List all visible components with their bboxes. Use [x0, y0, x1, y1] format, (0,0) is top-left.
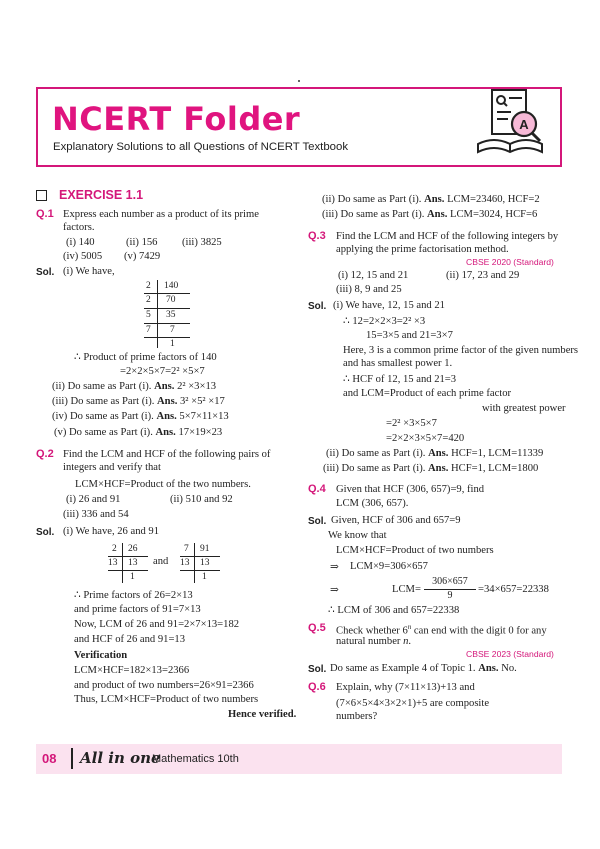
arrow-symbol: ⇒ — [330, 562, 339, 573]
question-text: applying the prime factorisation method. — [336, 244, 509, 255]
part-answer: (iii) Do same as Part (i). Ans. LCM=3024, HCF=6 — [322, 209, 538, 220]
brand-logo: All in one — [80, 749, 161, 767]
question-text: numbers? — [336, 711, 378, 722]
subject-label: Mathematics 10th — [152, 753, 239, 765]
option: (ii) 156 — [126, 237, 158, 248]
solution-text: Do same as Example 4 of Topic 1. Ans. No. — [330, 663, 517, 674]
solution-text: ∴ LCM of 306 and 657=22338 — [328, 605, 460, 616]
option: (i) 26 and 91 — [66, 494, 121, 505]
part-answer: (ii) Do same as Part (i). Ans. 2² ×3×13 — [52, 381, 217, 392]
exercise-checkbox — [36, 190, 47, 201]
solution-text: We know that — [328, 530, 387, 541]
question-text: Given that HCF (306, 657)=9, find — [336, 484, 485, 495]
option: (iii) 3825 — [182, 237, 222, 248]
page-subtitle: Explanatory Solutions to all Questions of NCERT Textbook — [53, 141, 349, 153]
solution-text: with greatest power — [482, 403, 566, 414]
solution-label: Sol. — [36, 527, 55, 538]
question-text: LCM×HCF=Product of the two numbers. — [75, 479, 251, 490]
dividend: 70 — [166, 295, 176, 305]
divisor: 7 — [146, 325, 151, 335]
part-answer: (iii) Do same as Part (i). Ans. 3² ×5² ×17 — [52, 396, 225, 407]
cbse-tag: CBSE 2023 (Standard) — [466, 649, 554, 659]
solution-text: and has smallest power 1. — [343, 358, 453, 369]
solution-label: Sol. — [36, 267, 55, 278]
option: (v) 7429 — [124, 251, 161, 262]
divisor: 2 — [146, 281, 151, 291]
option: (i) 140 — [66, 237, 95, 248]
option: (ii) 510 and 92 — [170, 494, 233, 505]
solution-text: =2×2×3×5×7=420 — [386, 433, 465, 444]
and-text: and — [153, 556, 169, 567]
footer-divider — [71, 748, 73, 769]
solution-text: =2² ×3×5×7 — [386, 418, 437, 429]
question-text: natural number n. — [336, 636, 412, 647]
option: (iv) 5005 — [63, 251, 103, 262]
solution-text: and prime factors of 91=7×13 — [74, 604, 201, 615]
page-dot — [298, 80, 300, 82]
divisor: 2 — [146, 295, 151, 305]
solution-text: =2×2×5×7=2² ×5×7 — [120, 366, 205, 377]
solution-text: and product of two numbers=26×91=2366 — [74, 680, 254, 691]
question-text: LCM (306, 657). — [336, 498, 409, 509]
solution-text: 15=3×5 and 21=3×7 — [366, 330, 453, 341]
solution-text: and HCF of 26 and 91=13 — [74, 634, 186, 645]
solution-label: Sol. — [308, 664, 327, 675]
option: (iii) 8, 9 and 25 — [336, 284, 402, 295]
question-number: Q.5 — [308, 622, 326, 634]
dividend: 140 — [164, 281, 179, 291]
page-title: NCERT Folder — [52, 100, 301, 138]
question-number: Q.6 — [308, 681, 326, 693]
question-text: (7×6×5×4×3×2×1)+5 are composite — [336, 698, 490, 709]
book-search-icon — [470, 86, 550, 166]
part-answer: (iv) Do same as Part (i). Ans. 5×7×11×13 — [52, 411, 229, 422]
solution-label: Sol. — [308, 516, 327, 527]
solution-text: (i) We have, 26 and 91 — [63, 526, 160, 537]
verified-text: Hence verified. — [228, 709, 297, 720]
option: (i) 12, 15 and 21 — [338, 270, 409, 281]
solution-text: and LCM=Product of each prime factor — [343, 388, 512, 399]
dividend: 7 — [170, 325, 175, 335]
dividend: 1 — [170, 339, 175, 349]
solution-text: Thus, LCM×HCF=Product of two numbers — [74, 694, 259, 705]
fraction-denominator: 9 — [447, 590, 453, 601]
page-number: 08 — [42, 751, 57, 766]
solution-text: Here, 3 is a common prime factor of the given numbers — [343, 345, 579, 356]
part-answer: (ii) Do same as Part (i). Ans. HCF=1, LCM=11339 — [326, 448, 544, 459]
solution-text: =34×657=22338 — [478, 584, 549, 595]
question-number: Q.1 — [36, 208, 54, 220]
solution-text: ∴ Prime factors of 26=2×13 — [74, 590, 193, 601]
question-number: Q.2 — [36, 448, 54, 460]
solution-text: ∴ 12=2×2×3=2² ×3 — [343, 316, 426, 327]
dividend: 35 — [166, 310, 176, 320]
divisor: 5 — [146, 310, 151, 320]
exercise-title: EXERCISE 1.1 — [59, 188, 144, 202]
solution-text: (i) We have, — [63, 266, 115, 277]
solution-text: LCM×HCF=182×13=2366 — [74, 665, 190, 676]
question-number: Q.3 — [308, 230, 326, 242]
question-text: factors. — [63, 222, 95, 233]
part-answer: (ii) Do same as Part (i). Ans. LCM=23460, HCF=2 — [322, 194, 540, 205]
part-answer: (iii) Do same as Part (i). Ans. HCF=1, LCM=1800 — [323, 463, 539, 474]
fraction-numerator: 306×657 — [432, 576, 468, 587]
verification-heading: Verification — [74, 650, 128, 661]
solution-text: ∴ Product of prime factors of 140 — [74, 352, 217, 363]
cbse-tag: CBSE 2020 (Standard) — [466, 257, 554, 267]
solution-text: LCM×HCF=Product of two numbers — [336, 545, 494, 556]
lcm-label: LCM= — [392, 584, 421, 595]
question-text: Explain, why (7×11×13)+13 and — [336, 682, 475, 693]
part-answer: (v) Do same as Part (i). Ans. 17×19×23 — [54, 427, 223, 438]
option: (iii) 336 and 54 — [63, 509, 129, 520]
arrow-symbol: ⇒ — [330, 585, 339, 596]
question-text: Express each number as a product of its prime — [63, 209, 259, 220]
question-text: Find the LCM and HCF of the following integers by — [336, 231, 559, 242]
solution-text: ∴ HCF of 12, 15 and 21=3 — [343, 374, 457, 385]
solution-text: Given, HCF of 306 and 657=9 — [331, 515, 461, 526]
question-text: integers and verify that — [63, 462, 161, 473]
question-text: Find the LCM and HCF of the following pairs of — [63, 449, 271, 460]
svg-text:A: A — [519, 117, 529, 132]
solution-label: Sol. — [308, 301, 327, 312]
solution-text: Now, LCM of 26 and 91=2×7×13=182 — [74, 619, 240, 630]
question-text: Check whether 6$^n$ can end with the digit 0 for any — [336, 623, 547, 637]
question-number: Q.4 — [308, 483, 326, 495]
option: (ii) 17, 23 and 29 — [446, 270, 520, 281]
solution-text: LCM×9=306×657 — [350, 561, 428, 572]
solution-text: (i) We have, 12, 15 and 21 — [333, 300, 445, 311]
